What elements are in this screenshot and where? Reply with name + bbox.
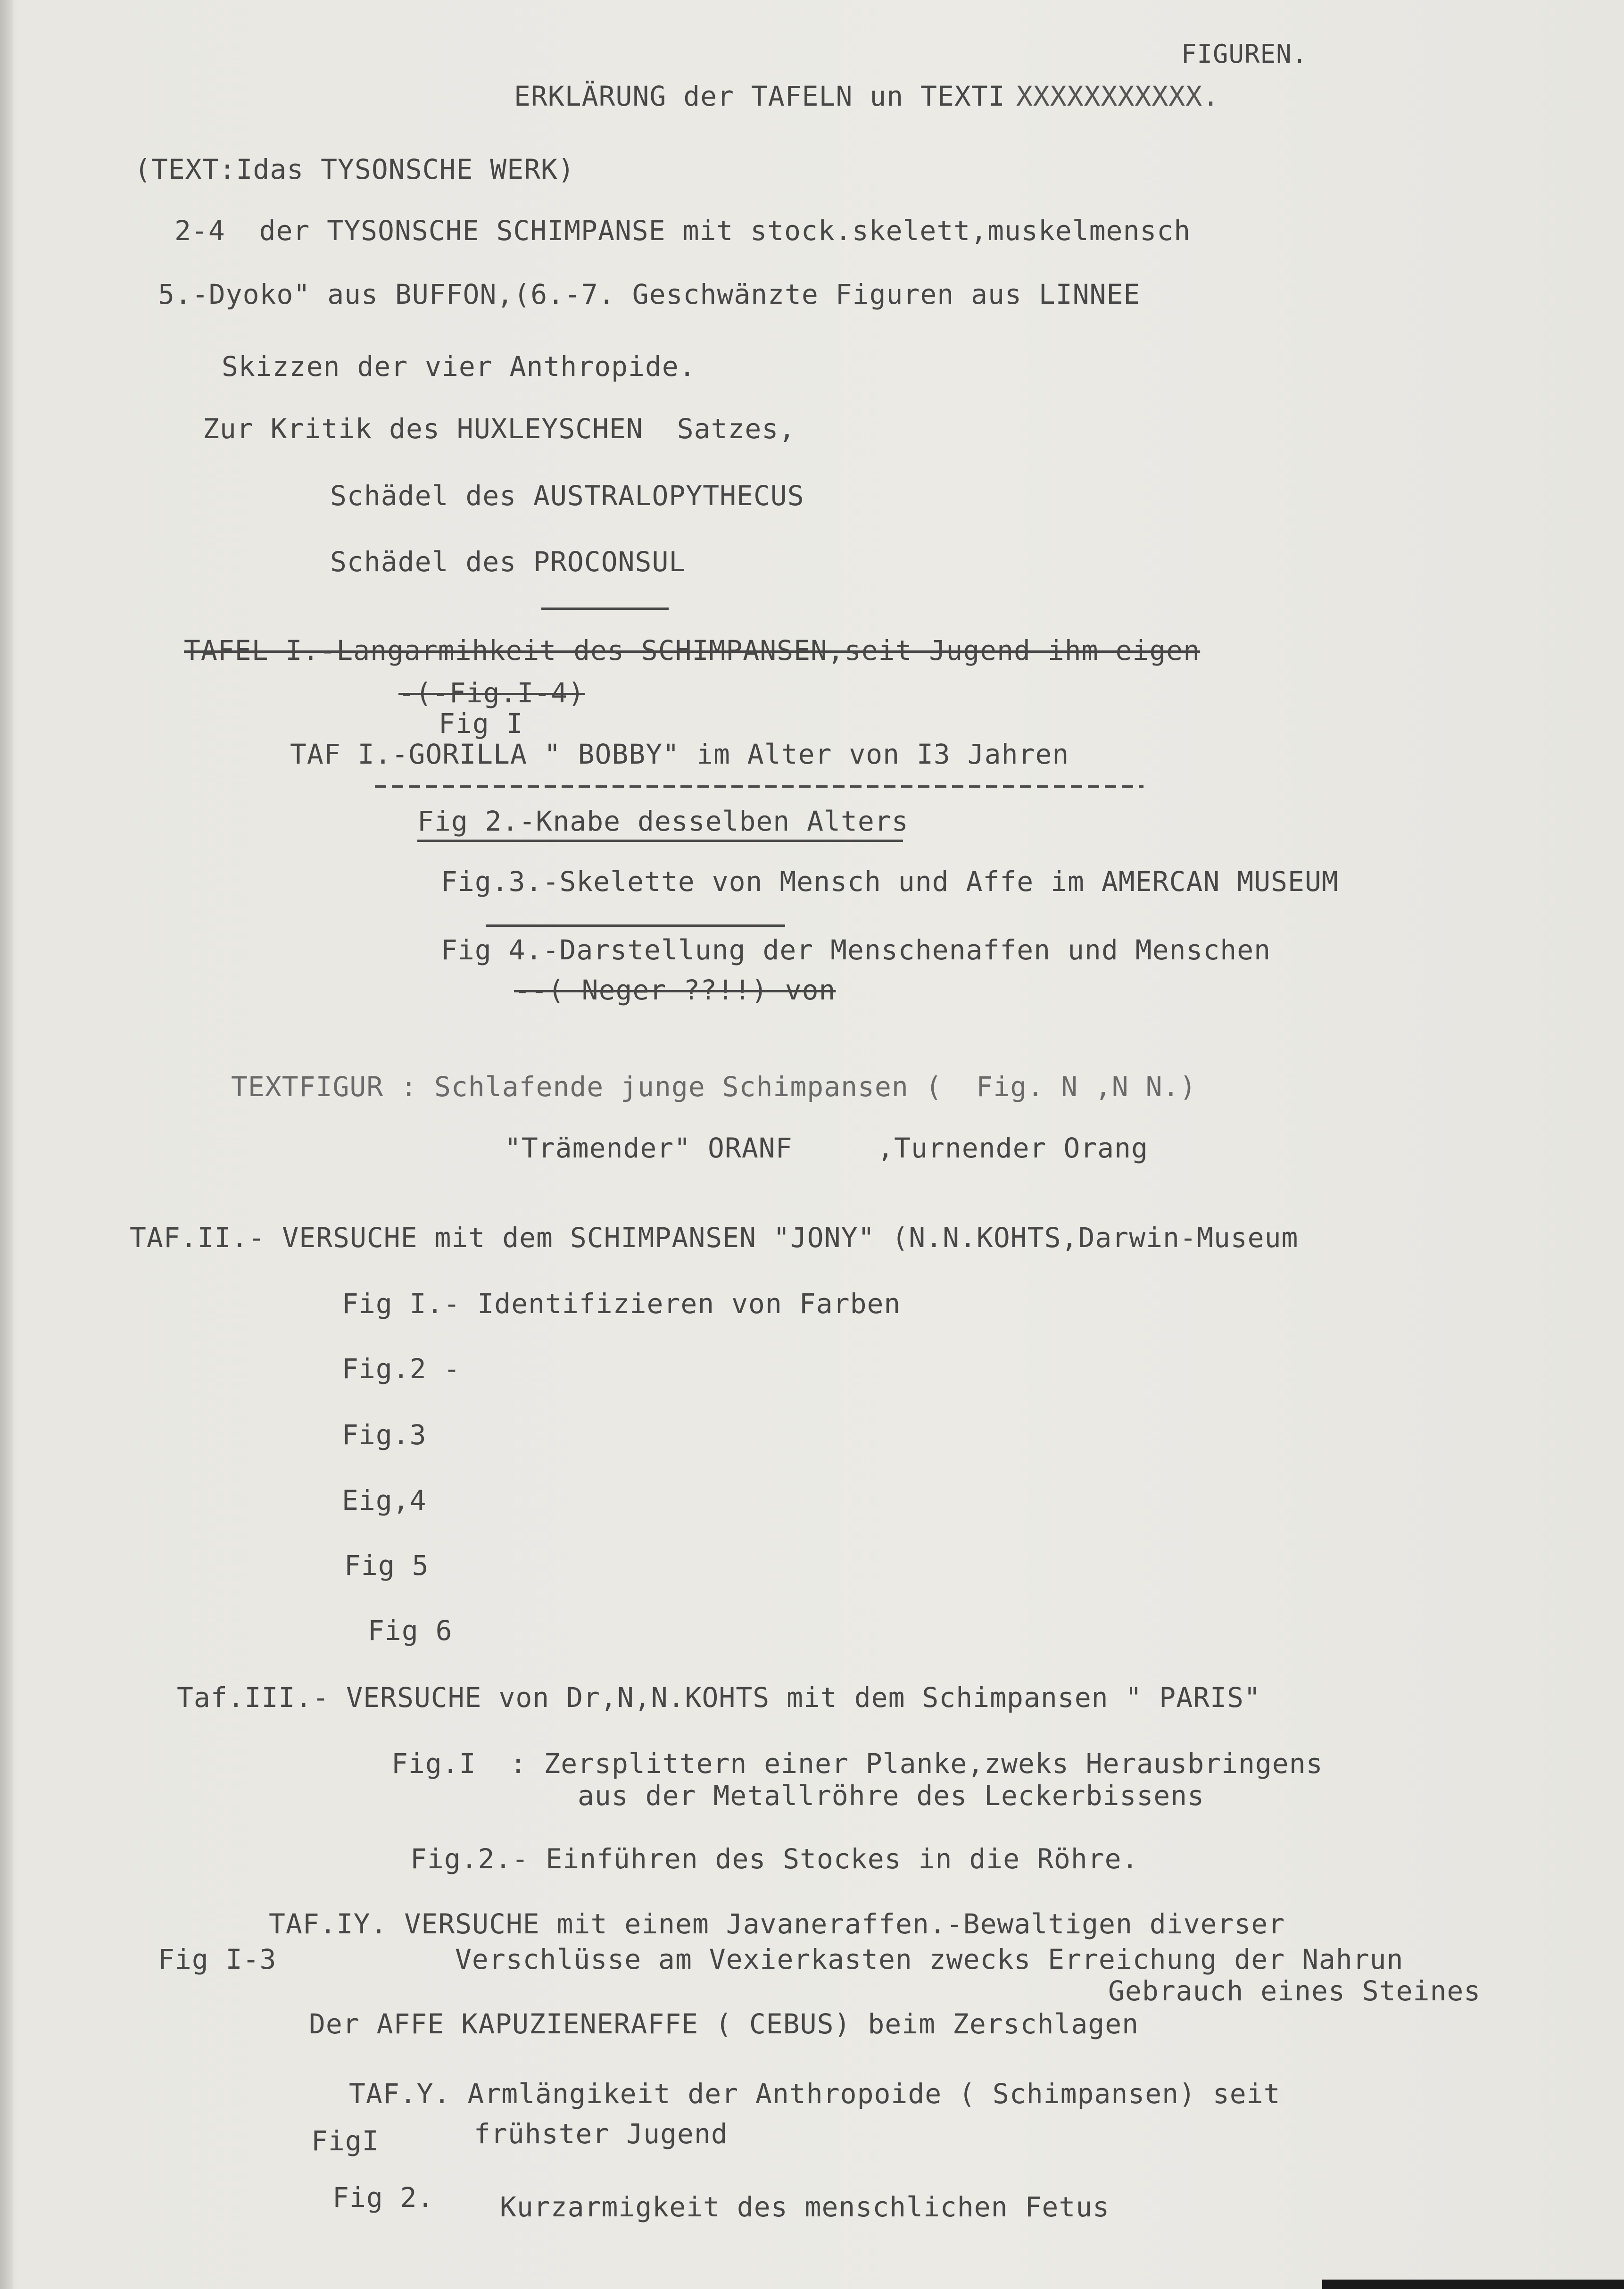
line-tafel-struck: TAFEL I.-Langarmihkeit des SCHIMPANSEN,seit Jugend ihm eigen <box>184 634 1201 666</box>
line-fig-4: Fig 4.-Darstellung der Menschenaffen und Menschen <box>441 934 1271 966</box>
line-taf-i: TAF I.-GORILLA " BOBBY" im Alter von I3 Jahren <box>290 738 1069 770</box>
line-neger-struck: --( Neger ??!!) von <box>514 974 836 1006</box>
line-taf-v-jugend: frühster Jugend <box>474 2118 728 2150</box>
line-taf-iii-fig-1-cont: aus der Metallröhre des Leckerbissens <box>578 1780 1205 1812</box>
line-text-heading: (TEXT:Idas TYSONSCHE WERK) <box>134 153 575 185</box>
line-proconsul: Schädel des PROCONSUL <box>330 546 686 578</box>
line-fig-3-skelette: Fig.3.-Skelette von Mensch und Affe im AMERCAN MUSEUM <box>441 866 1339 898</box>
line-taf-v-fetus: Kurzarmigkeit des menschlichen Fetus <box>500 2191 1110 2223</box>
line-skizzen: Skizzen der vier Anthropide. <box>222 350 696 383</box>
line-taf-ii-fig-2: Fig.2 - <box>342 1353 461 1385</box>
line-taf-v-fig-1: FigI <box>311 2125 379 2157</box>
line-tyson: 2-4 der TYSONSCHE SCHIMPANSE mit stock.skelett,muskelmensch <box>174 215 1191 247</box>
line-figuren: FIGUREN. <box>1181 39 1308 69</box>
line-australopythecus: Schädel des AUSTRALOPYTHECUS <box>330 480 804 512</box>
line-taf-iv: TAF.IY. VERSUCHE mit einem Javaneraffen.-Bewaltigen diverser <box>269 1908 1285 1940</box>
paper-left-edge <box>0 0 13 2289</box>
line-taf-iv-fig-label: Fig I-3 <box>158 1943 277 1975</box>
struck-title-fragment: XXXXXXXXXXX. <box>1016 80 1220 112</box>
line-kritik: Zur Kritik des HUXLEYSCHEN Satzes, <box>203 413 796 445</box>
line-taf-ii-fig-6: Fig 6 <box>368 1615 453 1647</box>
line-taf-iii-fig-2: Fig.2.- Einführen des Stockes in die Röhre. <box>410 1843 1139 1875</box>
line-taf-ii-fig-5: Fig 5 <box>344 1549 429 1581</box>
fig-2-underline <box>417 840 903 842</box>
line-kapuzineraffe: Der AFFE KAPUZIENERAFFE ( CEBUS) beim Zerschlagen <box>309 2008 1139 2040</box>
scan-corner-shadow <box>1322 2280 1624 2289</box>
line-title: ERKLÄRUNG der TAFELN un TEXTI <box>514 80 1005 112</box>
line-taf-ii-fig-3: Fig.3 <box>342 1419 427 1451</box>
taf-i-underline <box>375 785 1143 788</box>
line-taf-ii-fig-4: Eig,4 <box>342 1484 427 1516</box>
fig-3-underline <box>486 924 785 927</box>
separator-rule <box>541 608 669 610</box>
line-taf-iii-fig-1: Fig.I : Zersplittern einer Planke,zweks Herausbringens <box>391 1748 1323 1780</box>
line-taf-iii: Taf.III.- VERSUCHE von Dr,N,N.KOHTS mit dem Schimpansen " PARIS" <box>177 1681 1261 1714</box>
line-textfigur: TEXTFIGUR : Schlafende junge Schimpansen ( Fig. N ,N N.) <box>231 1071 1197 1103</box>
line-taf-iv-stein: Gebrauch eines Steines <box>1108 1975 1481 2007</box>
line-orang: "Trämender" ORANF ,Turnender Orang <box>505 1132 1148 1164</box>
line-taf-iv-desc: Verschlüsse am Vexierkasten zwecks Erreichung der Nahrun <box>455 1943 1404 1975</box>
line-taf-v-fig-2: Fig 2. <box>332 2181 434 2214</box>
line-taf-ii-fig-1: Fig I.- Identifizieren von Farben <box>342 1288 901 1320</box>
line-taf-ii: TAF.II.- VERSUCHE mit dem SCHIMPANSEN "JONY" (N.N.KOHTS,Darwin-Museum <box>130 1222 1299 1254</box>
line-taf-v: TAF.Y. Armlängikeit der Anthropoide ( Schimpansen) seit <box>349 2078 1281 2110</box>
line-fig-struck: -(-Fig.I-4) <box>398 677 585 709</box>
line-fig-2-knabe: Fig 2.-Knabe desselben Alters <box>417 805 909 837</box>
line-dyoko: 5.-Dyoko" aus BUFFON,(6.-7. Geschwänzte Figuren aus LINNEE <box>158 278 1141 310</box>
line-fig-i-label: Fig I <box>439 708 523 740</box>
